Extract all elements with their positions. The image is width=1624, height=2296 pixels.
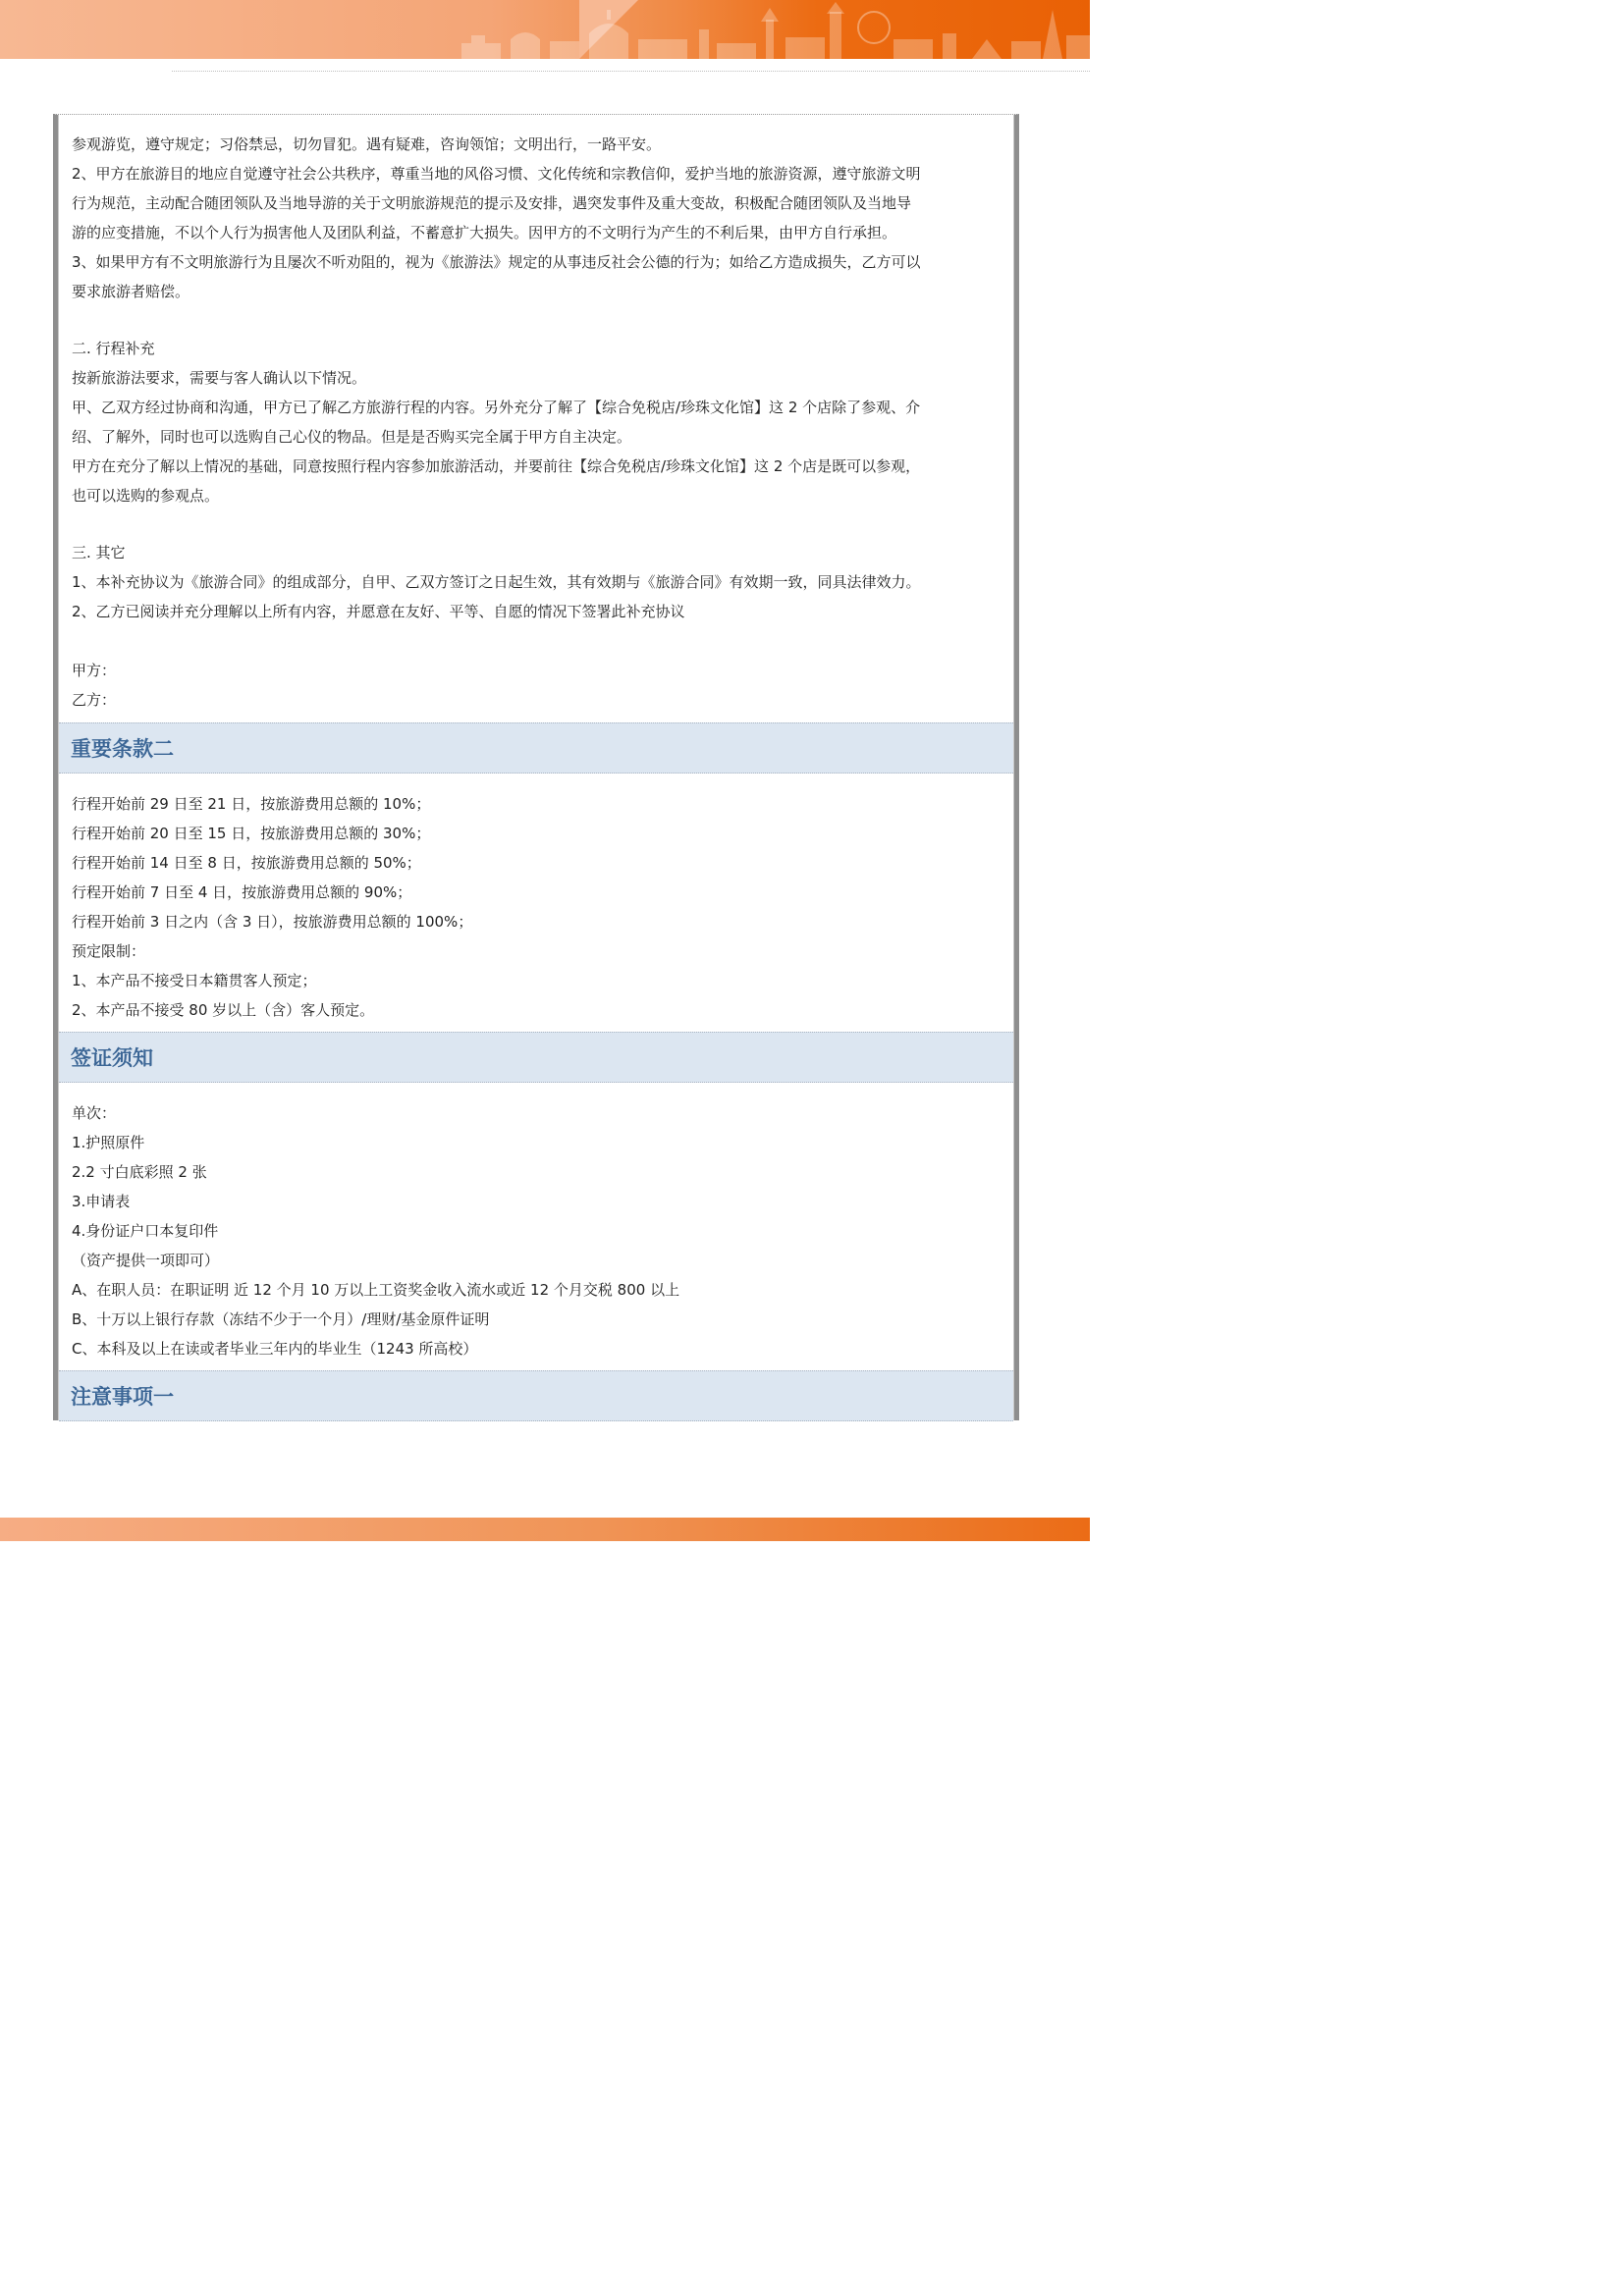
text-line: 参观游览，遵守规定；习俗禁忌，切勿冒犯。遇有疑难，咨询领馆；文明出行，一路平安。 [72, 135, 662, 153]
text-line: 3.申请表 [72, 1193, 131, 1210]
section-title: 签证须知 [71, 1046, 153, 1070]
text-line: 也可以选购的参观点。 [72, 487, 220, 505]
text-line: 行程开始前 20 日至 15 日，按旅游费用总额的 30%； [72, 825, 431, 842]
text-line: 行程开始前 14 日至 8 日，按旅游费用总额的 50%； [72, 854, 421, 872]
header-rule [172, 71, 1090, 72]
text-line: 行程开始前 3 日之内（含 3 日），按旅游费用总额的 100%； [72, 913, 473, 931]
section-header-terms2 [59, 722, 1013, 774]
visa-block [72, 1098, 1004, 1363]
section-title: 重要条款二 [71, 737, 174, 761]
text-line: （资产提供一项即可） [72, 1252, 220, 1269]
text-line: 2、甲方在旅游目的地应自觉遵守社会公共秩序，尊重当地的风俗习惯、文化传统和宗教信仰，爱护当地的旅游资源，遵守旅游文明 [72, 165, 921, 183]
signature-block [72, 656, 1004, 715]
section-header-notes1 [59, 1370, 1013, 1421]
footer-bar [0, 1518, 1090, 1541]
text-line: C、本科及以上在读或者毕业三年内的毕业生（1243 所高校） [72, 1340, 478, 1358]
itinerary-heading: 二. 行程补充 [72, 340, 155, 357]
city-skyline-icon [442, 0, 1090, 59]
text-line: 预定限制： [72, 942, 146, 960]
text-line: 4.身份证户口本复印件 [72, 1222, 219, 1240]
text-line: 2、乙方已阅读并充分理解以上所有内容，并愿意在友好、平等、自愿的情况下签署此补充协议 [72, 603, 685, 620]
section-title: 注意事项一 [71, 1385, 174, 1409]
text-line: 3、如果甲方有不文明旅游行为且屡次不听劝阻的，视为《旅游法》规定的从事违反社会公德的行为；如给乙方造成损失，乙方可以 [72, 253, 921, 271]
itinerary-block [72, 334, 1004, 510]
content-frame [53, 114, 1019, 1420]
section-header-visa [59, 1032, 1013, 1083]
terms2-block [72, 789, 1004, 1025]
text-line: 绍、了解外，同时也可以选购自己心仪的物品。但是是否购买完全属于甲方自主决定。 [72, 428, 632, 446]
party-a-label: 甲方： [72, 662, 117, 679]
header-banner [0, 0, 1090, 59]
text-line: 行为规范，主动配合随团领队及当地导游的关于文明旅游规范的提示及安排，遇突发事件及重大变故，积极配合随团领队及当地导 [72, 194, 912, 212]
text-line: 1、本补充协议为《旅游合同》的组成部分，自甲、乙双方签订之日起生效，其有效期与《旅游合同》有效期一致，同具法律效力。 [72, 573, 921, 591]
text-line: 1.护照原件 [72, 1134, 145, 1151]
party-b-label: 乙方： [72, 691, 117, 709]
text-line: 行程开始前 7 日至 4 日，按旅游费用总额的 90%； [72, 883, 412, 901]
text-line: 2、本产品不接受 80 岁以上（含）客人预定。 [72, 1001, 375, 1019]
intro-block [72, 130, 1004, 306]
text-line: 按新旅游法要求，需要与客人确认以下情况。 [72, 369, 367, 387]
text-line: 游的应变措施，不以个人行为损害他人及团队利益，不蓄意扩大损失。因甲方的不文明行为产生的不利后果，由甲方自行承担。 [72, 224, 897, 241]
text-line: A、在职人员：在职证明 近 12 个月 10 万以上工资奖金收入流水或近 12 个月交税 800 以上 [72, 1281, 680, 1299]
text-line: 行程开始前 29 日至 21 日，按旅游费用总额的 10%； [72, 795, 431, 813]
text-line: 1、本产品不接受日本籍贯客人预定； [72, 972, 317, 989]
text-line: B、十万以上银行存款（冻结不少于一个月）/理财/基金原件证明 [72, 1310, 490, 1328]
text-line: 要求旅游者赔偿。 [72, 283, 190, 300]
text-line: 单次： [72, 1104, 117, 1122]
text-line: 甲、乙双方经过协商和沟通，甲方已了解乙方旅游行程的内容。另外充分了解了【综合免税店/珍珠文化馆】这 2 个店除了参观、介 [72, 399, 921, 416]
text-line: 2.2 寸白底彩照 2 张 [72, 1163, 207, 1181]
other-heading: 三. 其它 [72, 544, 126, 561]
text-line: 甲方在充分了解以上情况的基础，同意按照行程内容参加旅游活动，并要前往【综合免税店/珍珠文化馆】这 2 个店是既可以参观， [72, 457, 921, 475]
other-block [72, 538, 1004, 626]
